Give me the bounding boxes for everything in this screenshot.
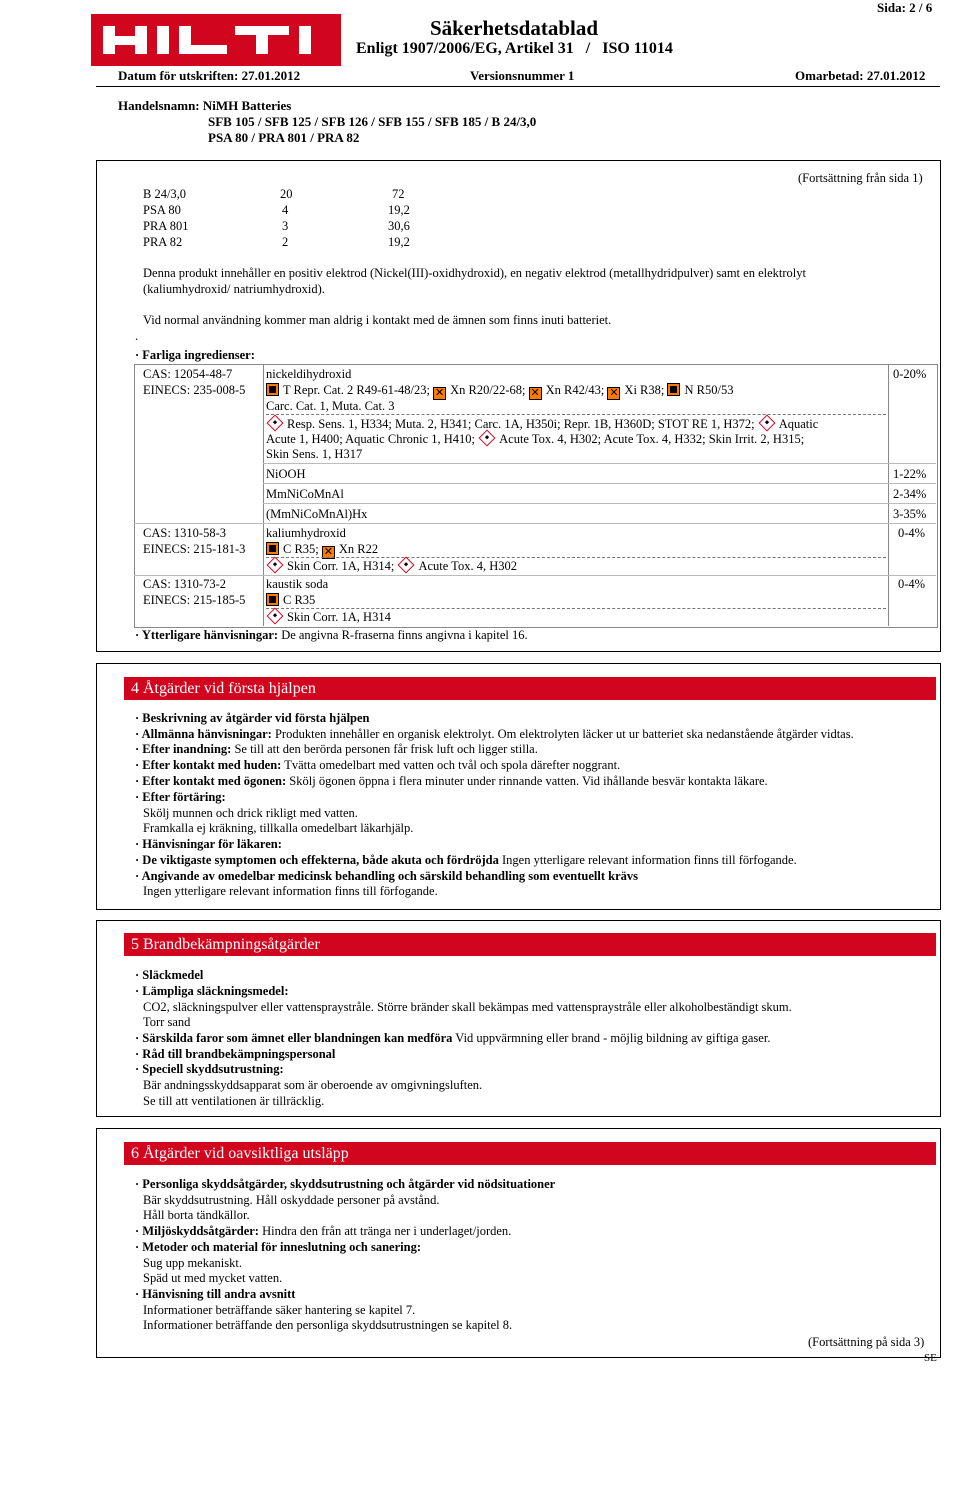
row-separator [266, 608, 886, 609]
section-6-line: Informationer beträffande säker hantering se kapitel 7. [143, 1303, 416, 1317]
section-5-title: 5 Brandbekämpningsåtgärder [124, 933, 936, 956]
section-5-line: · Speciell skyddsutrustning: [135, 1062, 284, 1076]
corrosive-icon [266, 593, 279, 606]
risk-category: Carc. Cat. 1, Muta. Cat. 3 [266, 399, 395, 413]
harmful-icon: ✕ [435, 386, 445, 399]
revision-date: Omarbetad: 27.01.2012 [795, 68, 926, 83]
product-value-b: 19,2 [388, 203, 410, 217]
row-separator [134, 523, 936, 524]
trade-name-models-2: PSA 80 / PRA 801 / PRA 82 [208, 130, 360, 145]
exclamation-icon [479, 430, 496, 447]
cas-number: CAS: 12054-48-7 [143, 367, 233, 381]
section-4-line: · Efter kontakt med ögonen: Skölj ögonen öppna i flera minuter under rinnande vatten. Vid ihållande besvär kontakta läkare. [135, 774, 768, 788]
product-value-a: 20 [280, 187, 293, 201]
product-value-b: 30,6 [388, 219, 410, 233]
print-date: Datum för utskriften: 27.01.2012 [118, 68, 301, 83]
ingredient-percent: 0-4% [898, 526, 926, 540]
page-number: Sida: 2 / 6 [877, 0, 933, 15]
product-value-b: 72 [392, 187, 405, 201]
product-name: PRA 82 [143, 235, 183, 249]
ingredients-table [134, 364, 938, 628]
ingredient-name: nickeldihydroxid [266, 367, 352, 381]
continued-from: (Fortsättning från sida 1) [798, 171, 923, 185]
section-5-line: Bär andningsskyddsapparat som är oberoende av omgivningsluften. [143, 1078, 483, 1092]
section-5-line: · Särskilda faror som ämnet eller blandningen kan medföra Vid uppvärmning eller brand - möjlig bildning av giftiga gaser. [135, 1031, 771, 1045]
exclamation-icon [398, 557, 415, 574]
section-5-line: CO2, släckningspulver eller vattenspraystråle. Större bränder skall bekämpas med vattenspraystråle eller alkoholbeständigt skum. [143, 1000, 792, 1014]
row-separator [263, 463, 936, 464]
hazard-statements: Resp. Sens. 1, H334; Muta. 2, H341; Carc. 1A, H350i; Repr. 1B, H360D; STOT RE 1, H372; Aquatic [266, 417, 818, 432]
intro-dot: . [135, 329, 139, 343]
intro-text: Denna produkt innehåller en positiv elektrod (Nickel(III)-oxidhydroxid), en negativ elektrod (metallhydridpulver) samt en elektrolyt [143, 266, 806, 280]
toxic-icon [266, 383, 279, 396]
table-divider [888, 364, 889, 626]
section-6-line: · Hänvisning till andra avsnitt [135, 1287, 296, 1301]
version-number: Versionsnummer 1 [470, 68, 575, 83]
section-6-line: Späd ut med mycket vatten. [143, 1271, 283, 1285]
irritant-icon: ✕ [609, 386, 619, 399]
document-subtitle: Enligt 1907/2006/EG, Artikel 31 / ISO 11014 [356, 40, 673, 57]
ingredient-percent: 3-35% [893, 507, 927, 521]
product-value-a: 3 [282, 219, 289, 233]
section-6-title: 6 Åtgärder vid oavsiktliga utsläpp [124, 1142, 936, 1165]
header-divider [96, 86, 940, 87]
document-title: Säkerhetsdatablad [430, 16, 599, 40]
ingredient-name: NiOOH [266, 467, 306, 481]
product-value-b: 19,2 [388, 235, 410, 249]
ingredient-percent: 0-4% [898, 577, 926, 591]
language-code: SE [924, 1352, 937, 1364]
table-divider [263, 364, 264, 626]
environment-hazard-icon [758, 415, 775, 432]
section-6-line: · Miljöskyddsåtgärder: Hindra den från att tränga ner i underlaget/jorden. [135, 1224, 512, 1238]
additional-references: · Ytterligare hänvisningar: De angivna R-fraserna finns angivna i kapitel 16. [135, 628, 528, 642]
risk-phrases: T Repr. Cat. 2 R49-61-48/23; ✕ Xn R20/22-68; ✕ Xn R42/43; ✕ Xi R38; N R50/53 [266, 383, 733, 400]
row-separator [263, 503, 936, 504]
corrosive-icon [266, 542, 279, 555]
intro-text: (kaliumhydroxid/ natriumhydroxid). [143, 282, 325, 296]
section-5-line: · Råd till brandbekämpningspersonal [135, 1047, 336, 1061]
ingredient-percent: 2-34% [893, 487, 927, 501]
section-4-line: · Efter inandning: Se till att den berörda personen får frisk luft och ligger stilla. [135, 742, 538, 756]
corrosion-icon [267, 557, 284, 574]
ingredients-heading: · Farliga ingredienser: [135, 348, 255, 362]
continued-on: (Fortsättning på sida 3) [808, 1335, 925, 1349]
section-4-line: · Efter förtäring: [135, 790, 226, 804]
corrosion-icon [267, 608, 284, 625]
einecs-number: EINECS: 215-181-3 [143, 542, 246, 556]
product-name: PRA 801 [143, 219, 189, 233]
einecs-number: EINECS: 235-008-5 [143, 383, 246, 397]
section-6-line: Bär skyddsutrustning. Håll oskyddade personer på avstånd. [143, 1193, 440, 1207]
section-6-line: · Metoder och material för inneslutning och sanering: [135, 1240, 421, 1254]
ingredient-percent: 0-20% [893, 367, 927, 381]
environment-icon [667, 383, 680, 396]
section-6-line: · Personliga skyddsåtgärder, skyddsutrustning och åtgärder vid nödsituationer [135, 1177, 556, 1191]
product-value-a: 4 [282, 203, 289, 217]
harmful-icon: ✕ [530, 386, 540, 399]
section-5-line: Se till att ventilationen är tillräcklig. [143, 1094, 325, 1108]
hazard-statements: Acute 1, H400; Aquatic Chronic 1, H410; Acute Tox. 4, H302; Acute Tox. 4, H332; Skin Irrit. 2, H315; [266, 432, 804, 447]
section-4-line: Framkalla ej kräkning, tillkalla omedelbart läkarhjälp. [143, 821, 414, 835]
section-4-line: Skölj munnen och drick rikligt med vatten. [143, 806, 358, 820]
ingredient-name: (MmNiCoMnAl)Hx [266, 507, 368, 521]
trade-name-models-1: SFB 105 / SFB 125 / SFB 126 / SFB 155 / SFB 185 / B 24/3,0 [208, 114, 537, 129]
section-6-line: Sug upp mekaniskt. [143, 1256, 242, 1270]
ingredient-name: kaliumhydroxid [266, 526, 346, 540]
section-4-line: · De viktigaste symptomen och effekterna, både akuta och fördröjda Ingen ytterligare relevant information finns till förfogande. [135, 853, 797, 867]
section-4-line: · Allmänna hänvisningar: Produkten innehåller en organisk elektrolyt. Om elektrolyten läcker ut ur batteriet ska nedanstående åtgärder vidtas. [135, 727, 854, 741]
hazard-statements: Skin Corr. 1A, H314 [266, 610, 391, 625]
section-4-line: · Beskrivning av åtgärder vid första hjälpen [135, 711, 370, 725]
health-hazard-icon [267, 415, 284, 432]
section-4-title: 4 Åtgärder vid första hjälpen [124, 677, 936, 700]
section-6-line: Informationer beträffande den personliga skyddsutrustningen se kapitel 8. [143, 1318, 513, 1332]
product-name: B 24/3,0 [143, 187, 187, 201]
row-separator [263, 483, 936, 484]
ingredient-name: MmNiCoMnAl [266, 487, 344, 501]
section-4-line: · Hänvisningar för läkaren: [135, 837, 282, 851]
section-5-line: Torr sand [143, 1015, 191, 1029]
section-6-line: Håll borta tändkällor. [143, 1208, 250, 1222]
risk-phrases: C R35 [266, 593, 315, 608]
row-separator [134, 575, 936, 576]
ingredient-percent: 1-22% [893, 467, 927, 481]
hazard-statements: Skin Sens. 1, H317 [266, 447, 363, 461]
ingredient-name: kaustik soda [266, 577, 329, 591]
section-4-line: Ingen ytterligare relevant information finns till förfogande. [143, 884, 438, 898]
section-5-line: · Släckmedel [135, 968, 204, 982]
row-separator [266, 414, 886, 415]
cas-number: CAS: 1310-73-2 [143, 577, 226, 591]
product-value-a: 2 [282, 235, 289, 249]
row-separator [266, 557, 886, 558]
risk-phrases: C R35; ✕ Xn R22 [266, 542, 378, 559]
section-4-line: · Efter kontakt med huden: Tvätta omedelbart med vatten och tvål och spola därefter noggrant. [135, 758, 621, 772]
trade-name: Handelsnamn: NiMH Batteries [118, 98, 292, 113]
intro-text: Vid normal användning kommer man aldrig i kontakt med de ämnen som finns inuti batteriet. [143, 313, 612, 327]
hazard-statements: Skin Corr. 1A, H314; Acute Tox. 4, H302 [266, 559, 517, 574]
harmful-icon: ✕ [323, 545, 334, 558]
section-5-line: · Lämpliga släckningsmedel: [135, 984, 289, 998]
cas-number: CAS: 1310-58-3 [143, 526, 226, 540]
hilti-logo [91, 14, 341, 66]
section-4-line: · Angivande av omedelbar medicinsk behandling och särskild behandling som eventuellt krävs [135, 869, 638, 883]
einecs-number: EINECS: 215-185-5 [143, 593, 246, 607]
product-name: PSA 80 [143, 203, 181, 217]
